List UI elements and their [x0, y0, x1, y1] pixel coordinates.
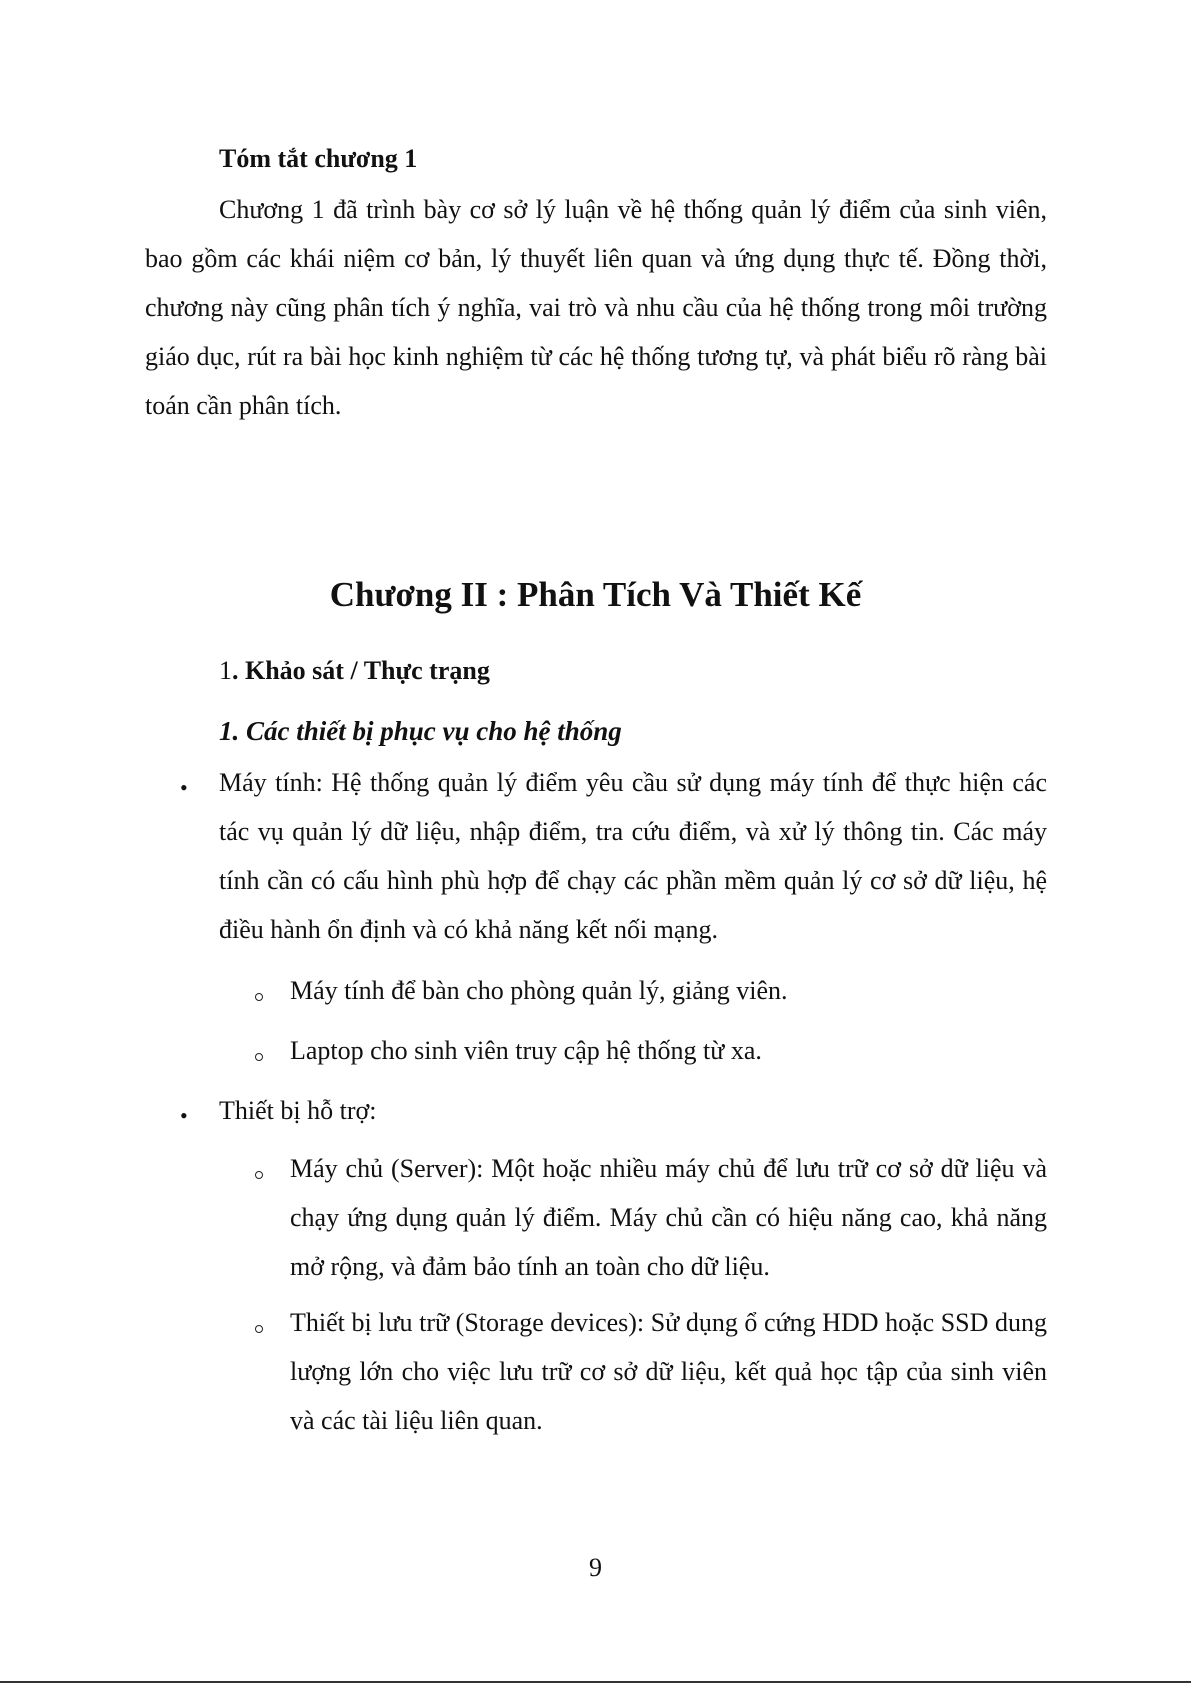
footer-rule — [0, 1681, 1191, 1683]
page-number: 9 — [589, 1553, 602, 1582]
sub-item-laptop: Laptop cho sinh viên truy cập hệ thống từ xa. — [290, 1036, 762, 1065]
chapter-title: Chương II : Phân Tích Và Thiết Kế — [329, 575, 862, 614]
circle-bullet-icon — [255, 1325, 263, 1333]
bullet-marker: • — [180, 775, 188, 800]
bullet-marker: • — [180, 1103, 188, 1128]
circle-bullet-icon — [255, 993, 263, 1001]
sub-item-desktop: Máy tính để bàn cho phòng quản lý, giảng viên. — [290, 976, 788, 1005]
summary-heading: Tóm tắt chương 1 — [219, 144, 418, 173]
circle-bullet-icon — [255, 1171, 263, 1179]
bullet-item-computers: Máy tính: Hệ thống quản lý điểm yêu cầu sử dụng máy tính để thực hiện các tác vụ quản lý dữ liệu, nhập điểm, tra cứu điểm, và xử lý thông tin. Các máy tính cần có cấu hình phù hợp để chạy các phần mềm quản lý cơ sở dữ liệu, hệ điều hành ổn định và có khả năng kết nối mạng. — [219, 768, 1047, 944]
section-number: 1 — [219, 656, 232, 685]
summary-paragraph: Chương 1 đã trình bày cơ sở lý luận về hệ thống quản lý điểm của sinh viên, bao gồm các khái niệm cơ bản, lý thuyết liên quan và ứng dụng thực tế. Đồng thời, chương này cũng phân tích ý nghĩa, vai trò và nhu cầu của hệ thống trong môi trường giáo dục, rút ra bài học kinh nghiệm từ các hệ thống tương tự, và phát biểu rõ ràng bài toán cần phân tích. — [145, 195, 1047, 420]
sub-item-server: Máy chủ (Server): Một hoặc nhiều máy chủ để lưu trữ cơ sở dữ liệu và chạy ứng dụng quản lý điểm. Máy chủ cần có hiệu năng cao, khả năng mở rộng, và đảm bảo tính an toàn cho dữ liệu. — [290, 1154, 1047, 1281]
section-title: . Khảo sát / Thực trạng — [232, 656, 490, 685]
bullet-item-support-devices: Thiết bị hỗ trợ: — [219, 1096, 377, 1125]
section-heading — [219, 653, 490, 689]
circle-bullet-icon — [255, 1053, 263, 1061]
sub-item-storage: Thiết bị lưu trữ (Storage devices): Sử dụng ổ cứng HDD hoặc SSD dung lượng lớn cho việc lưu trữ cơ sở dữ liệu, kết quả học tập của sinh viên và các tài liệu liên quan. — [290, 1308, 1047, 1435]
subsection-heading: 1. Các thiết bị phục vụ cho hệ thống — [219, 716, 622, 746]
